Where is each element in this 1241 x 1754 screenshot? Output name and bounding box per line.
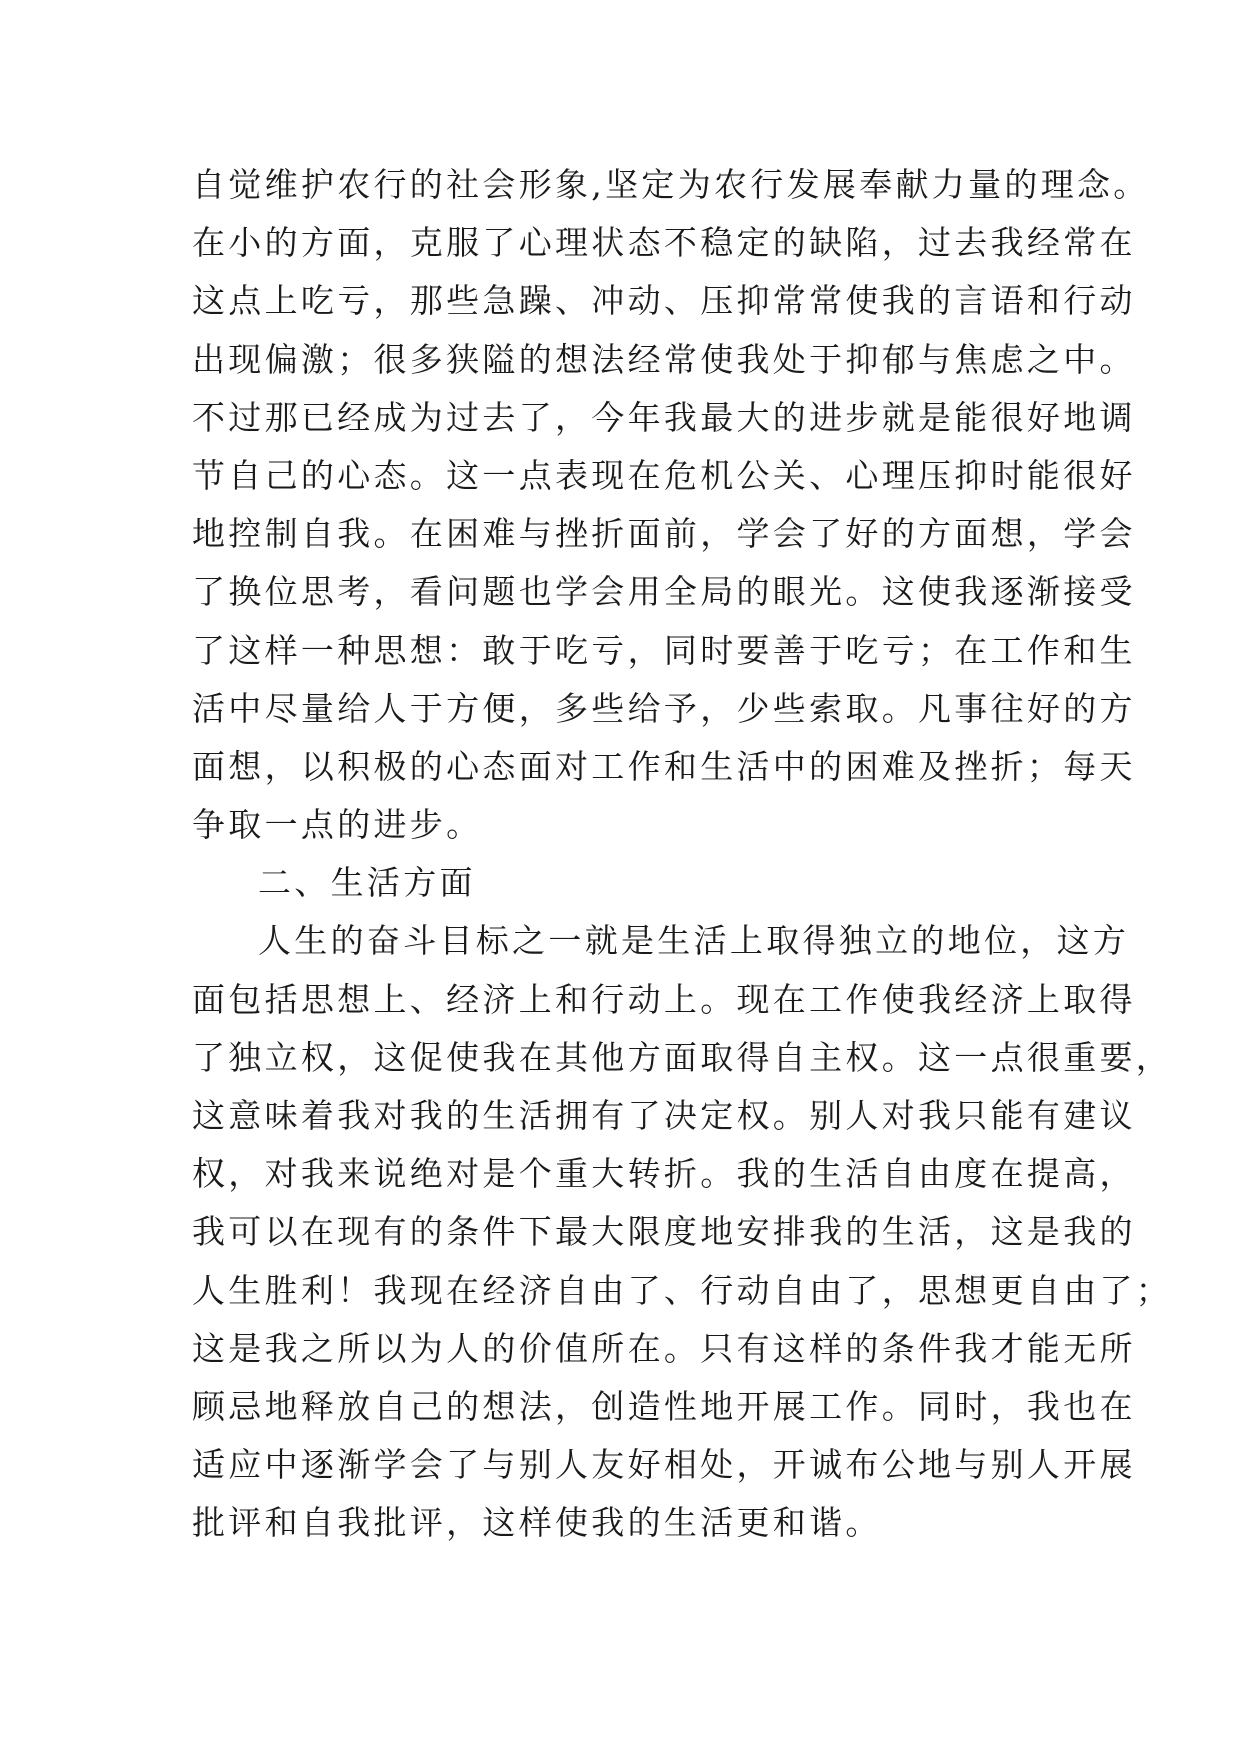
- text-line: 不过那已经成为过去了，今年我最大的进步就是能很好地调: [192, 397, 1136, 437]
- text-line: 地控制自我。在困难与挫折面前，学会了好的方面想，学会: [192, 514, 1136, 554]
- text-line: 面想，以积极的心态面对工作和生活中的困难及挫折；每天: [192, 746, 1136, 786]
- text-line: 人生胜利！我现在经济自由了、行动自由了，思想更自由了；: [192, 1270, 1173, 1310]
- body-text: [192, 156, 1173, 1553]
- text-line: 在小的方面，克服了心理状态不稳定的缺陷，过去我经常在: [192, 223, 1136, 263]
- text-line: 我可以在现有的条件下最大限度地安排我的生活，这是我的: [192, 1212, 1136, 1252]
- text-line: 这是我之所以为人的价值所在。只有这样的条件我才能无所: [192, 1328, 1136, 1368]
- text-line: 批评和自我批评，这样使我的生活更和谐。: [192, 1503, 882, 1543]
- text-line: 了换位思考，看问题也学会用全局的眼光。这使我逐渐接受: [192, 572, 1136, 612]
- section-heading: 二、生活方面: [258, 863, 476, 903]
- text-line: 顾忌地释放自己的想法，创造性地开展工作。同时，我也在: [192, 1386, 1136, 1426]
- text-line: 权，对我来说绝对是个重大转折。我的生活自由度在提高，: [192, 1154, 1136, 1194]
- text-line: 了独立权，这促使我在其他方面取得自主权。这一点很重要，: [192, 1037, 1173, 1077]
- text-line: 争取一点的进步。: [192, 805, 483, 845]
- text-line: 这点上吃亏，那些急躁、冲动、压抑常常使我的言语和行动: [192, 281, 1136, 321]
- text-line: 人生的奋斗目标之一就是生活上取得独立的地位，这方: [258, 921, 1130, 961]
- text-line: 这意味着我对我的生活拥有了决定权。别人对我只能有建议: [192, 1096, 1136, 1135]
- text-line: 活中尽量给人于方便，多些给予，少些索取。凡事往好的方: [192, 688, 1136, 728]
- text-line: 出现偏激；很多狭隘的想法经常使我处于抑郁与焦虑之中。: [192, 339, 1136, 379]
- text-line: 自觉维护农行的社会形象,坚定为农行发展奉献力量的理念。: [192, 165, 1150, 204]
- text-line: 面包括思想上、经济上和行动上。现在工作使我经济上取得: [192, 979, 1136, 1019]
- text-line: 适应中逐渐学会了与别人友好相处，开诚布公地与别人开展: [192, 1445, 1136, 1485]
- text-line: 了这样一种思想：敢于吃亏，同时要善于吃亏；在工作和生: [192, 630, 1136, 670]
- text-line: 节自己的心态。这一点表现在危机公关、心理压抑时能很好: [192, 455, 1136, 495]
